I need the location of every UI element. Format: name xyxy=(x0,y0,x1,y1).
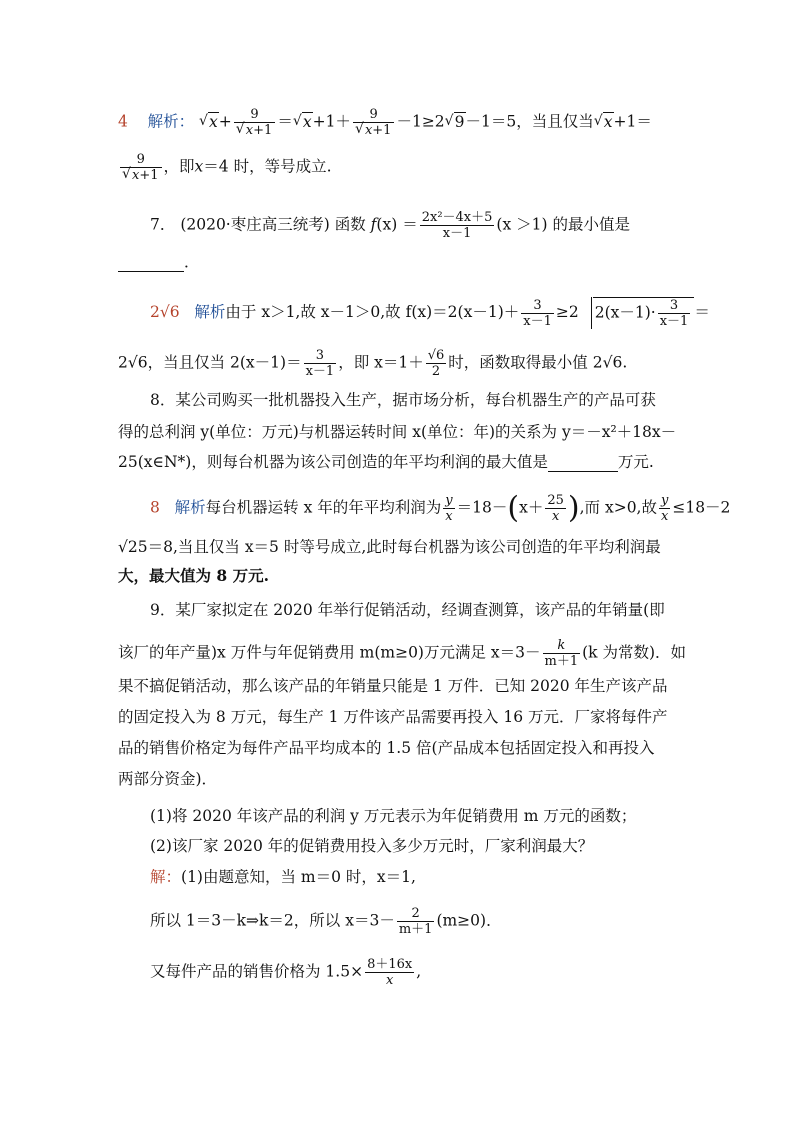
q7-question-line2: ． xyxy=(118,252,678,272)
q6-solution-line1: 4 解析： √ x+ 9 √ x+1 ＝√ x+1＋ 9 √ x+1 －1≥2√ 9－1＝5，当且仅当√ x+1＝ xyxy=(118,107,678,138)
q8-solution-line2: √25＝8,当且仅当 x＝5 时等号成立,此时每台机器为该公司创造的年平均利润最 xyxy=(118,538,661,556)
q6-answer: 4 xyxy=(118,112,128,131)
fraction: 9 √ x+1 xyxy=(234,107,276,138)
q8-solution-line1: 8 解析每台机器运转 x 年的年平均利润为 $\frac{y}{x}$ ＝18－(x＋ $\frac{25}{x}$ ),而 x>0,故 $\frac{y}{x}$ ≤18－2 xyxy=(150,490,731,526)
q9-question-line6: 两部分资金)． xyxy=(118,770,218,788)
q9-solution-line3: 又每件产品的销售价格为 1.5× $\frac{8+16x}{x}$ , xyxy=(150,957,422,988)
q9-question-line1: 9．某厂家拟定在 2020 年举行促销活动，经调查测算，该产品的年销量(即 xyxy=(150,601,665,619)
q7-solution-line2: 2√6，当且仅当 2(x－1)＝ $\frac{3}{x-1}$ ，即 x＝1＋ $\frac{√6}{2}$ 时，函数取得最小值 2√6. xyxy=(118,348,628,379)
sqrt-x: √ x xyxy=(199,112,219,132)
answer-blank xyxy=(118,271,184,272)
q9-part1: (1)将 2020 年该产品的利润 y 万元表示为年促销费用 m 万元的函数； xyxy=(150,807,637,825)
answer-blank xyxy=(548,471,618,472)
q9-question-line5: 品的销售价格定为每件产品平均成本的 1.5 倍(产品成本包括固定投入和再投入 xyxy=(118,739,655,757)
q8-answer: 8 xyxy=(150,498,160,517)
q7-label: 解析 xyxy=(194,303,226,321)
q7-question-line1: 7． (2020·枣庄高三统考) 函数 f(x) ＝ $\frac{\text{2x²－4x＋5}}{x-1}$ (x ＞1) 的最小值是 xyxy=(150,210,630,241)
q9-sol-label: 解： xyxy=(150,868,182,886)
q9-question-line2: 该厂的年产量)x 万件与年促销费用 m(m≥0)万元满足 x＝3－ $\frac{k}{m+1}$ (k 为常数)．如 xyxy=(118,638,687,669)
big-sqrt: 2(x－1)· $\frac{3}{x-1}$ xyxy=(579,297,695,329)
q9-question-line3: 果不搞促销活动，那么该产品的年销量只能是 1 万件．已知 2020 年生产该产品 xyxy=(118,677,668,695)
q9-question-line4: 的固定投入为 8 万元，每生产 1 万件该产品需要再投入 16 万元．厂家将每件产 xyxy=(118,708,668,726)
q8-question-line2: 得的总利润 y(单位：万元)与机器运转时间 x(单位：年)的关系为 y＝－x²＋18x－ xyxy=(118,423,677,441)
q8-label: 解析 xyxy=(174,498,206,517)
q7-answer: 2√6 xyxy=(150,303,180,321)
q8-question-line3: 25(x∈N*)，则每台机器为该公司创造的年平均利润的最大值是 万元. xyxy=(118,453,654,471)
q7-solution-line1: 2√6 解析由于 x＞1,故 x－1＞0,故 f(x)＝2(x－1)＋ $\frac{3}{x-1}$ ≥2 2(x－1)· $\frac{3}{x-1}$ ＝ xyxy=(150,297,710,329)
q9-solution-line1: 解：(1)由题意知，当 m＝0 时，x＝1, xyxy=(150,868,416,886)
q6-solution-line2: 9 √ x+1 ，即x＝4 时，等号成立. xyxy=(118,152,678,183)
q8-question-line1: 8．某公司购买一批机器投入生产，据市场分析，每台机器生产的产品可获 xyxy=(150,391,656,409)
q9-solution-line2: 所以 1＝3－k⇒k＝2，所以 x＝3－ $\frac{2}{m+1}$ (m≥0)． xyxy=(150,906,502,937)
q9-part2: (2)该厂家 2020 年的促销费用投入多少万元时，厂家利润最大？ xyxy=(150,837,594,855)
q8-solution-line3: 大，最大值为 8 万元. xyxy=(118,566,269,585)
q6-label: 解析： xyxy=(147,112,195,131)
